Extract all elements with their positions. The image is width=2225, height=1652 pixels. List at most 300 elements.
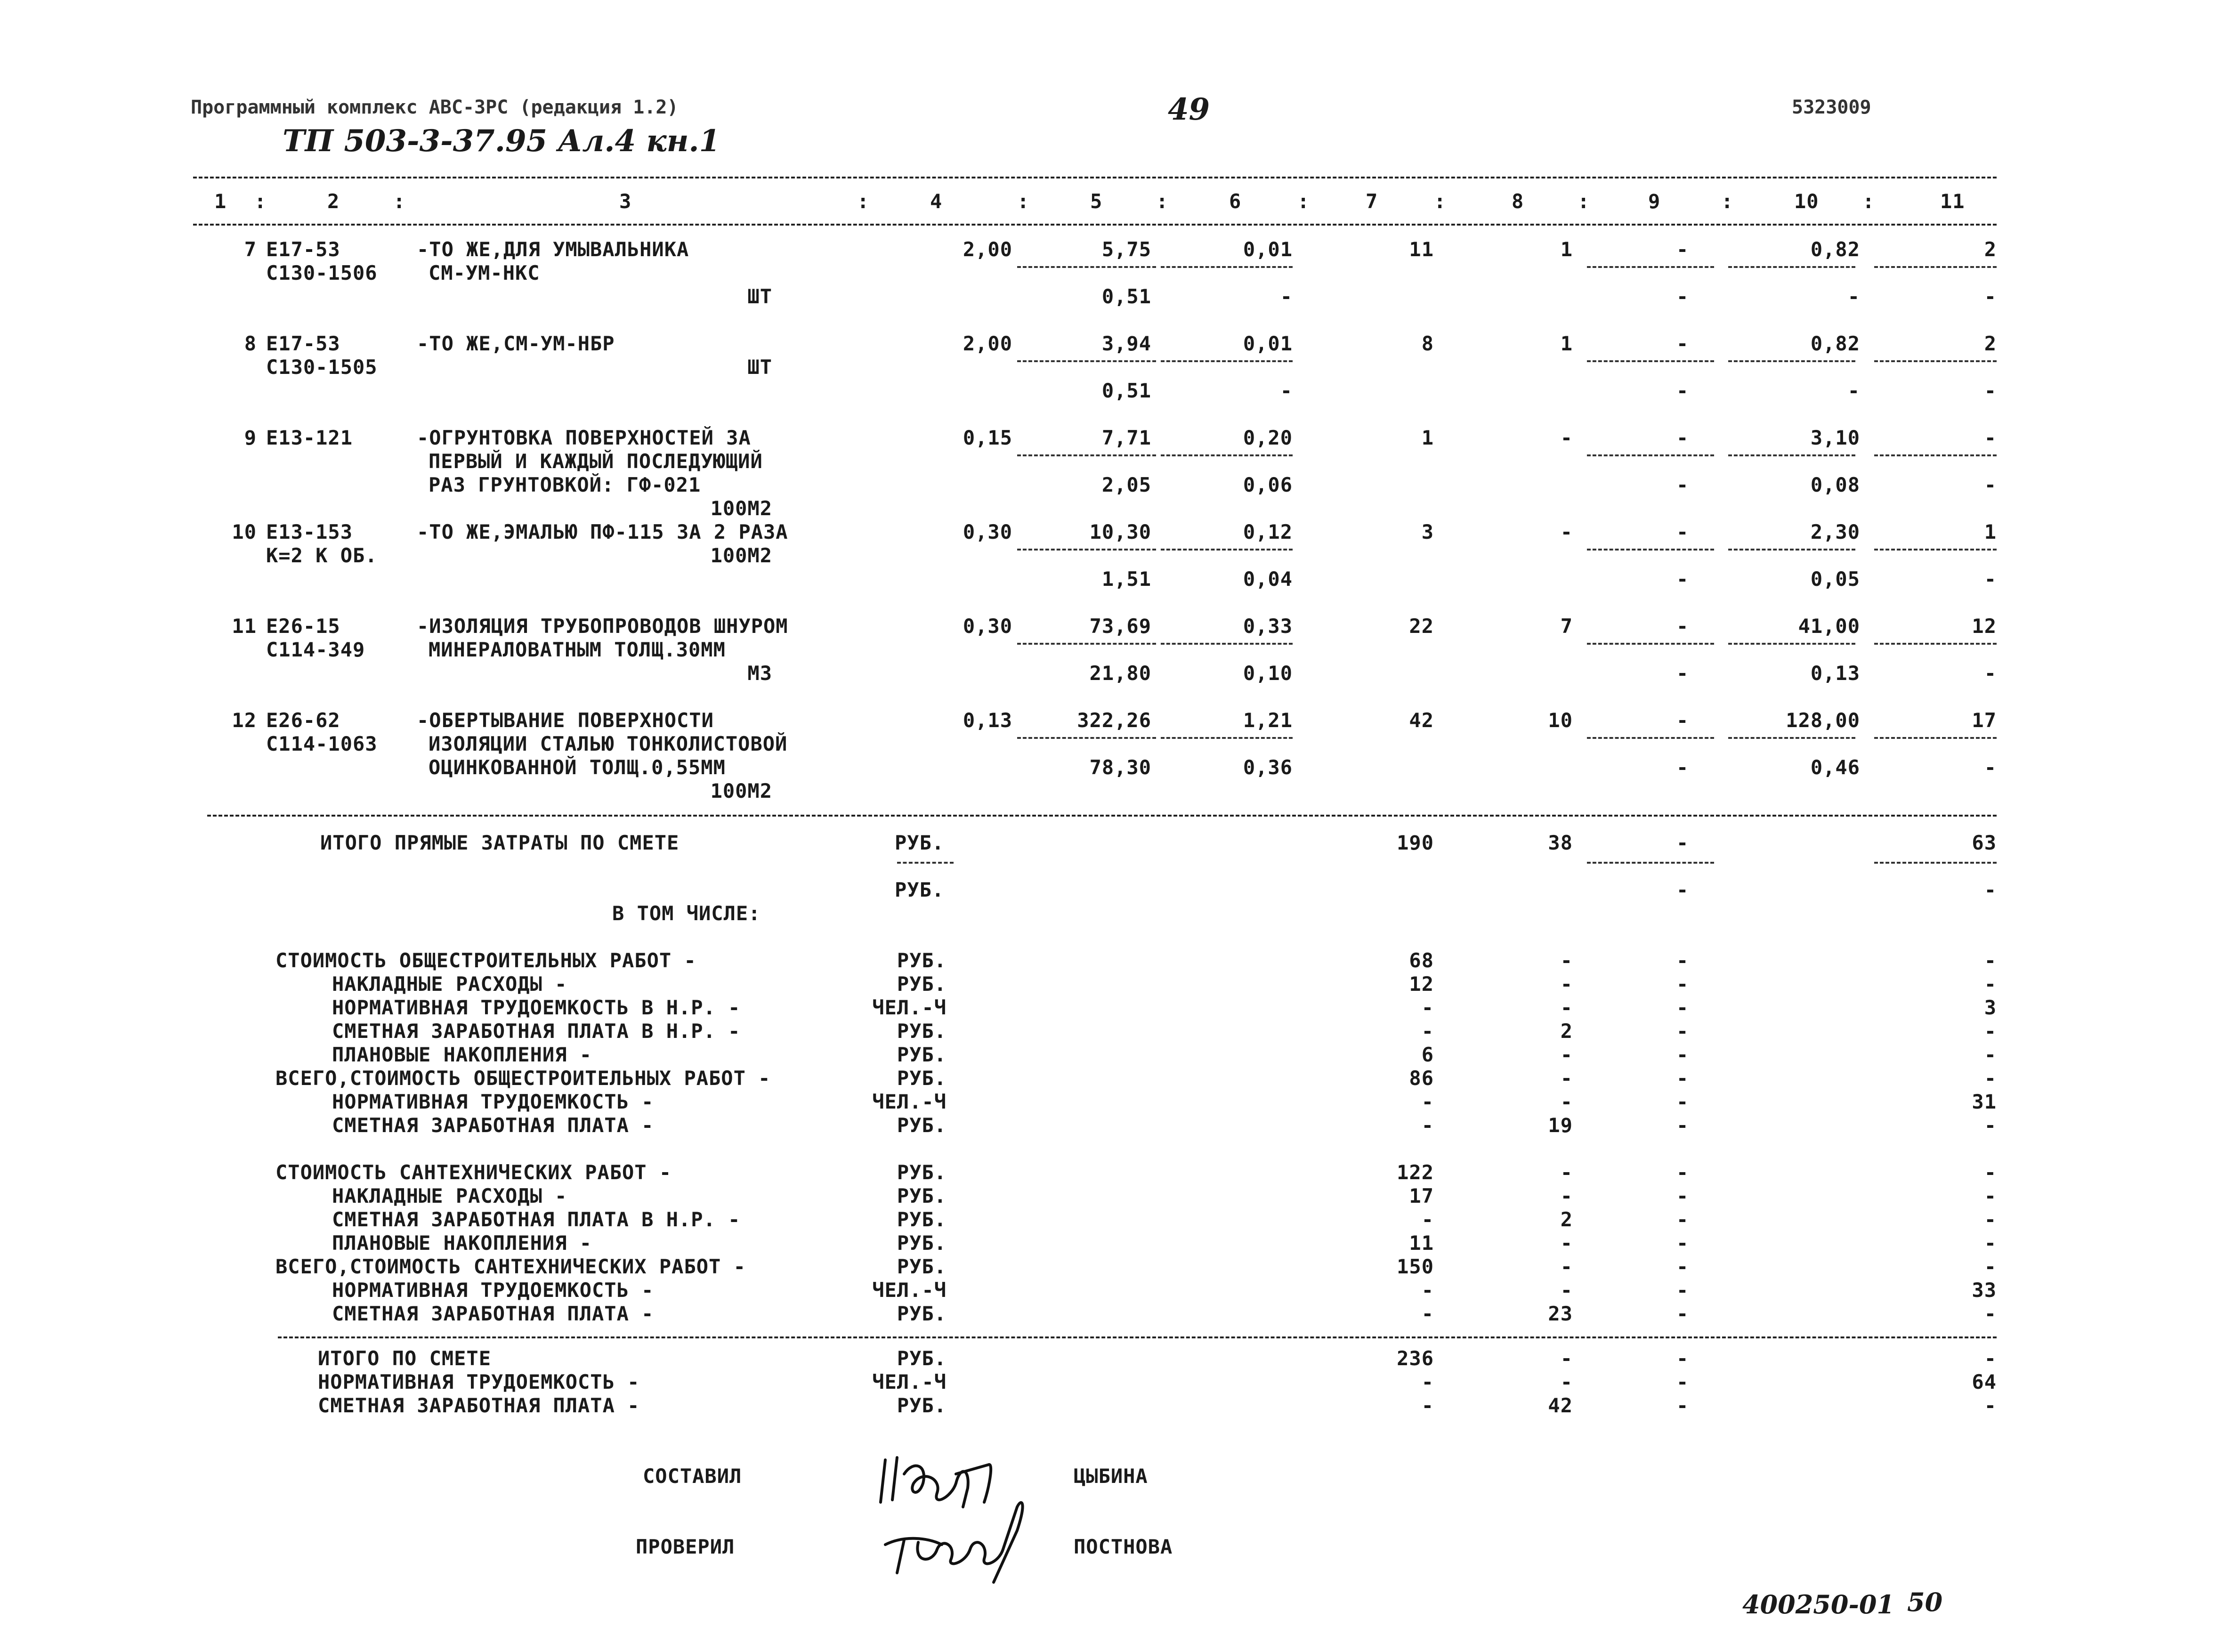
item-labor-total: 2,30 — [1810, 520, 1860, 543]
underline — [1728, 266, 1855, 268]
summary-col7: 150 — [1397, 1255, 1434, 1278]
summary-col7: 12 — [1409, 972, 1434, 996]
checked-name: ПОСТНОВА — [1074, 1535, 1173, 1558]
column-header-6: 6 — [1229, 190, 1242, 213]
summary-col11: - — [1984, 1208, 1997, 1231]
summary-col8: 23 — [1548, 1302, 1573, 1325]
item-quantity: 2,00 — [963, 238, 1012, 261]
item-col11: 2 — [1984, 238, 1997, 261]
summary-col9: - — [1676, 972, 1689, 996]
item-total-cost: 42 — [1409, 709, 1434, 732]
summary-col8: 2 — [1560, 1208, 1573, 1231]
item-unit: 100М2 — [710, 544, 772, 567]
item-unit-wage: 0,51 — [1101, 285, 1151, 308]
summary-unit: РУБ. — [897, 1255, 947, 1278]
summary-col9: - — [1676, 1090, 1689, 1113]
summary-col9: - — [1676, 1161, 1689, 1184]
underline — [1161, 454, 1293, 456]
item-description-line: -ОБЕРТЫВАНИЕ ПОВЕРХНОСТИ — [417, 709, 714, 732]
column-separator: : — [1434, 190, 1447, 213]
underline — [1587, 643, 1714, 645]
summary-col11: - — [1984, 1161, 1997, 1184]
total-col11: - — [1984, 1394, 1997, 1417]
underline — [1017, 454, 1156, 456]
underline — [1874, 549, 1997, 551]
item-labor-total: 3,10 — [1810, 426, 1860, 449]
summary-col8: 19 — [1548, 1114, 1573, 1137]
compiled-name: ЦЫБИНА — [1074, 1465, 1148, 1488]
total-col11: 64 — [1972, 1370, 1997, 1393]
item-labor: 0,33 — [1243, 615, 1293, 638]
item-description-line: -ИЗОЛЯЦИЯ ТРУБОПРОВОДОВ ШНУРОМ — [417, 615, 788, 638]
underline — [1017, 643, 1156, 645]
summary-col9: - — [1676, 1208, 1689, 1231]
item-unit: ШТ — [747, 356, 772, 379]
handwritten-reference: ТП 503-3-37.95 Ал.4 кн.1 — [283, 123, 720, 159]
underline — [1587, 360, 1714, 362]
item-col11: 17 — [1972, 709, 1997, 732]
total-unit: РУБ. — [897, 1394, 947, 1417]
item-total-cost: 3 — [1421, 520, 1434, 543]
column-separator: : — [1721, 190, 1734, 213]
total-col7: - — [1421, 1394, 1434, 1417]
item-col11: - — [1984, 426, 1997, 449]
item-number: 11 — [232, 615, 257, 638]
column-separator: : — [1862, 190, 1875, 213]
underline — [1587, 737, 1714, 739]
item-col11-sub: - — [1984, 473, 1997, 496]
summary-col9: - — [1676, 1255, 1689, 1278]
summary-col7: - — [1421, 1302, 1434, 1325]
underline — [1874, 737, 1997, 739]
summary-col11: 33 — [1972, 1279, 1997, 1302]
summary-unit: ЧЕЛ.-Ч — [872, 1090, 947, 1113]
summary-col7: 11 — [1409, 1231, 1434, 1255]
column-separator: : — [1578, 190, 1590, 213]
summary-col9: - — [1676, 1231, 1689, 1255]
column-separator: : — [1156, 190, 1169, 213]
item-labor-sub: 0,10 — [1243, 662, 1293, 685]
summary-col11: 31 — [1972, 1090, 1997, 1113]
program-title: Программный комплекс АВС-ЗРС (редакция 1.2) — [191, 97, 679, 118]
underline — [1587, 454, 1714, 456]
item-col9-sub: - — [1676, 567, 1689, 591]
item-labor-total: 0,82 — [1810, 238, 1860, 261]
summary-label: НАКЛАДНЫЕ РАСХОДЫ - — [332, 972, 567, 996]
column-header-7: 7 — [1366, 190, 1378, 213]
underline — [1728, 549, 1855, 551]
item-col11-sub: - — [1984, 285, 1997, 308]
summary-unit: РУБ. — [897, 972, 947, 996]
item-total-wage: - — [1560, 426, 1573, 449]
item-labor-total: 128,00 — [1786, 709, 1860, 732]
item-unit: М3 — [747, 662, 772, 685]
item-col11-sub: - — [1984, 756, 1997, 779]
summary-col9: - — [1676, 1184, 1689, 1207]
summary-label: ПЛАНОВЫЕ НАКОПЛЕНИЯ - — [332, 1231, 592, 1255]
item-code-secondary: К=2 К ОБ. — [266, 544, 378, 567]
summary-col9: - — [1676, 1279, 1689, 1302]
item-unit-cost: 322,26 — [1077, 709, 1151, 732]
summary-unit: РУБ. — [897, 1067, 947, 1090]
item-unit-wage: 2,05 — [1101, 473, 1151, 496]
summary-col11: - — [1984, 1020, 1997, 1043]
item-labor-total-sub: 0,13 — [1810, 662, 1860, 685]
column-header-9: 9 — [1648, 190, 1661, 213]
summary-col9: - — [1676, 949, 1689, 972]
summary-col7: - — [1421, 1208, 1434, 1231]
summary-label: СМЕТНАЯ ЗАРАБОТНАЯ ПЛАТА В Н.Р. - — [332, 1208, 741, 1231]
total-unit: РУБ. — [897, 1347, 947, 1370]
item-unit: ШТ — [747, 285, 772, 308]
summary-unit: РУБ. — [897, 1161, 947, 1184]
item-col9: - — [1676, 615, 1689, 638]
item-description-line: ИЗОЛЯЦИИ СТАЛЬЮ ТОНКОЛИСТОВОЙ — [429, 732, 788, 755]
checked-label: ПРОВЕРИЛ — [636, 1535, 735, 1558]
item-total-wage: 7 — [1560, 615, 1573, 638]
underline — [1874, 360, 1997, 362]
underline — [1728, 737, 1855, 739]
item-code: Е17-53 — [266, 238, 340, 261]
summary-unit: РУБ. — [897, 949, 947, 972]
item-labor: 0,01 — [1243, 238, 1293, 261]
item-total-wage: 1 — [1560, 332, 1573, 355]
item-labor-total-sub: 0,08 — [1810, 473, 1860, 496]
summary-col9: - — [1676, 1020, 1689, 1043]
item-code: Е17-53 — [266, 332, 340, 355]
item-unit-wage: 78,30 — [1089, 756, 1151, 779]
summary-col11: - — [1984, 1255, 1997, 1278]
underline — [897, 862, 954, 864]
summary-col7: - — [1421, 1279, 1434, 1302]
item-code: Е13-153 — [266, 520, 353, 543]
summary-col11: - — [1984, 1302, 1997, 1325]
item-col9-sub: - — [1676, 756, 1689, 779]
summary-label: СТОИМОСТЬ ОБЩЕСТРОИТЕЛЬНЫХ РАБОТ - — [275, 949, 696, 972]
summary-col8: - — [1560, 1184, 1573, 1207]
item-labor: 0,12 — [1243, 520, 1293, 543]
summary-col9: - — [1676, 1067, 1689, 1090]
item-total-cost: 8 — [1421, 332, 1434, 355]
underline — [1728, 643, 1855, 645]
checked-signature — [876, 1493, 1045, 1587]
summary-col9: - — [1676, 1043, 1689, 1066]
summary-col7: - — [1421, 1090, 1434, 1113]
item-unit-wage: 21,80 — [1089, 662, 1151, 685]
underline — [1017, 360, 1156, 362]
underline — [1161, 360, 1293, 362]
underline — [1587, 549, 1714, 551]
item-total-wage: 10 — [1548, 709, 1573, 732]
summary-label: ВСЕГО,СТОИМОСТЬ ОБЩЕСТРОИТЕЛЬНЫХ РАБОТ - — [275, 1067, 771, 1090]
direct-costs-col8: 38 — [1548, 831, 1573, 854]
item-labor-total: 0,82 — [1810, 332, 1860, 355]
summary-label: ПЛАНОВЫЕ НАКОПЛЕНИЯ - — [332, 1043, 592, 1066]
underline — [1017, 266, 1156, 268]
item-description-line: МИНЕРАЛОВАТНЫМ ТОЛЩ.30ММ — [429, 638, 726, 661]
item-labor: 1,21 — [1243, 709, 1293, 732]
item-code: Е26-15 — [266, 615, 340, 638]
item-quantity: 0,30 — [963, 520, 1012, 543]
total-unit: ЧЕЛ.-Ч — [872, 1370, 947, 1393]
total-col9: - — [1676, 1347, 1689, 1370]
item-total-cost: 22 — [1409, 615, 1434, 638]
direct-costs-col9: - — [1676, 831, 1689, 854]
column-separator: : — [1017, 190, 1030, 213]
summary-unit: РУБ. — [897, 1020, 947, 1043]
item-col11: 12 — [1972, 615, 1997, 638]
item-unit-cost: 10,30 — [1089, 520, 1151, 543]
column-separator: : — [1297, 190, 1310, 213]
total-col7: - — [1421, 1370, 1434, 1393]
item-code: Е13-121 — [266, 426, 353, 449]
summary-label: НОРМАТИВНАЯ ТРУДОЕМКОСТЬ В Н.Р. - — [332, 996, 741, 1019]
summary-col9: - — [1676, 1302, 1689, 1325]
item-description-line: СМ-УМ-НКС — [429, 261, 540, 284]
item-col11-sub: - — [1984, 379, 1997, 402]
summary-unit: РУБ. — [897, 1208, 947, 1231]
item-labor-sub: - — [1280, 285, 1293, 308]
item-code-secondary: С130-1506 — [266, 261, 378, 284]
item-description-line: -ТО ЖЕ,ДЛЯ УМЫВАЛЬНИКА — [417, 238, 689, 261]
underline — [1161, 737, 1293, 739]
item-unit-cost: 7,71 — [1101, 426, 1151, 449]
summary-col8: - — [1560, 1255, 1573, 1278]
summary-col11: - — [1984, 1114, 1997, 1137]
summary-col8: - — [1560, 1043, 1573, 1066]
total-col7: 236 — [1397, 1347, 1434, 1370]
summary-unit: ЧЕЛ.-Ч — [872, 996, 947, 1019]
item-quantity: 0,15 — [963, 426, 1012, 449]
item-quantity: 2,00 — [963, 332, 1012, 355]
item-col11: 1 — [1984, 520, 1997, 543]
item-col9: - — [1676, 709, 1689, 732]
footer-page: 50 — [1907, 1587, 1943, 1617]
underline — [1161, 549, 1293, 551]
item-total-cost: 1 — [1421, 426, 1434, 449]
summary-col7: - — [1421, 1020, 1434, 1043]
summary-label: СМЕТНАЯ ЗАРАБОТНАЯ ПЛАТА - — [332, 1114, 654, 1137]
column-header-3: 3 — [619, 190, 632, 213]
direct-costs-unit: РУБ. — [895, 831, 945, 854]
item-labor-sub: 0,06 — [1243, 473, 1293, 496]
underline — [1728, 360, 1855, 362]
item-labor: 0,20 — [1243, 426, 1293, 449]
total-col8: - — [1560, 1370, 1573, 1393]
item-labor-sub: - — [1280, 379, 1293, 402]
summary-col9: - — [1676, 1114, 1689, 1137]
item-description-line: -ТО ЖЕ,ЭМАЛЬЮ ПФ-115 ЗА 2 РАЗА — [417, 520, 788, 543]
column-header-2: 2 — [327, 190, 340, 213]
summary-unit: РУБ. — [897, 1184, 947, 1207]
summary-col9: - — [1676, 996, 1689, 1019]
summary-unit: РУБ. — [897, 1231, 947, 1255]
direct-costs-col11-sub: - — [1984, 878, 1997, 901]
summary-label: НАКЛАДНЫЕ РАСХОДЫ - — [332, 1184, 567, 1207]
summary-col11: - — [1984, 1184, 1997, 1207]
item-code-secondary: С130-1505 — [266, 356, 378, 379]
summary-col11: 3 — [1984, 996, 1997, 1019]
item-labor-total-sub: 0,05 — [1810, 567, 1860, 591]
summary-col7: 86 — [1409, 1067, 1434, 1090]
item-col9-sub: - — [1676, 379, 1689, 402]
item-code-secondary: С114-349 — [266, 638, 365, 661]
item-code: Е26-62 — [266, 709, 340, 732]
item-labor-sub: 0,04 — [1243, 567, 1293, 591]
summary-col8: - — [1560, 996, 1573, 1019]
item-quantity: 0,13 — [963, 709, 1012, 732]
total-label: ИТОГО ПО СМЕТЕ — [318, 1347, 492, 1370]
items-end-rule — [207, 815, 1997, 817]
summary-label: ВСЕГО,СТОИМОСТЬ САНТЕХНИЧЕСКИХ РАБОТ - — [275, 1255, 746, 1278]
item-col9: - — [1676, 332, 1689, 355]
item-col11-sub: - — [1984, 567, 1997, 591]
total-col11: - — [1984, 1347, 1997, 1370]
page-number: 49 — [1168, 92, 1210, 127]
summary-col8: - — [1560, 972, 1573, 996]
item-number: 8 — [244, 332, 257, 355]
table-top-rule — [193, 177, 1997, 178]
direct-costs-col7: 190 — [1397, 831, 1434, 854]
column-separator: : — [393, 190, 406, 213]
column-header-5: 5 — [1090, 190, 1103, 213]
summary-col11: - — [1984, 1067, 1997, 1090]
column-header-8: 8 — [1512, 190, 1524, 213]
item-total-wage: - — [1560, 520, 1573, 543]
summary-col7: 6 — [1421, 1043, 1434, 1066]
item-col11-sub: - — [1984, 662, 1997, 685]
summary-label: СМЕТНАЯ ЗАРАБОТНАЯ ПЛАТА - — [332, 1302, 654, 1325]
table-header-rule — [193, 224, 1997, 226]
summary-col11: - — [1984, 1043, 1997, 1066]
item-labor-total: 41,00 — [1798, 615, 1860, 638]
summary-label: НОРМАТИВНАЯ ТРУДОЕМКОСТЬ - — [332, 1279, 654, 1302]
item-labor-total-sub: - — [1847, 379, 1860, 402]
column-header-10: 10 — [1794, 190, 1819, 213]
item-description-line: -ОГРУНТОВКА ПОВЕРХНОСТЕЙ ЗА — [417, 426, 751, 449]
item-total-wage: 1 — [1560, 238, 1573, 261]
column-header-4: 4 — [930, 190, 943, 213]
direct-costs-label: ИТОГО ПРЯМЫЕ ЗАТРАТЫ ПО СМЕТЕ — [320, 831, 680, 854]
item-total-cost: 11 — [1409, 238, 1434, 261]
column-separator: : — [254, 190, 267, 213]
underline — [1587, 266, 1714, 268]
summary-col8: - — [1560, 1067, 1573, 1090]
item-number: 12 — [232, 709, 257, 732]
total-col9: - — [1676, 1394, 1689, 1417]
footer-stamp: 400250-01 — [1742, 1589, 1894, 1620]
summary-col7: 17 — [1409, 1184, 1434, 1207]
item-col9: - — [1676, 426, 1689, 449]
underline — [1874, 862, 1997, 864]
including-label: В ТОМ ЧИСЛЕ: — [612, 902, 761, 925]
item-col9: - — [1676, 520, 1689, 543]
summary-col8: 2 — [1560, 1020, 1573, 1043]
underline — [1161, 643, 1293, 645]
summary-col8: - — [1560, 1161, 1573, 1184]
summary-unit: РУБ. — [897, 1114, 947, 1137]
item-description-line: ОЦИНКОВАННОЙ ТОЛЩ.0,55ММ — [429, 756, 726, 779]
item-col11: 2 — [1984, 332, 1997, 355]
summary-unit: РУБ. — [897, 1043, 947, 1066]
column-separator: : — [857, 190, 870, 213]
item-unit-cost: 3,94 — [1101, 332, 1151, 355]
underline — [1017, 549, 1156, 551]
summary-unit: ЧЕЛ.-Ч — [872, 1279, 947, 1302]
summary-col11: - — [1984, 1231, 1997, 1255]
item-col9-sub: - — [1676, 473, 1689, 496]
direct-costs-col11: 63 — [1972, 831, 1997, 854]
total-col8: - — [1560, 1347, 1573, 1370]
total-col9: - — [1676, 1370, 1689, 1393]
item-unit-wage: 0,51 — [1101, 379, 1151, 402]
summary-col7: - — [1421, 996, 1434, 1019]
item-code-secondary: С114-1063 — [266, 732, 378, 755]
item-description-line: -ТО ЖЕ,СМ-УМ-НБР — [417, 332, 615, 355]
item-description-line: РАЗ ГРУНТОВКОЙ: ГФ-021 — [429, 473, 701, 496]
column-header-1: 1 — [214, 190, 227, 213]
item-quantity: 0,30 — [963, 615, 1012, 638]
summary-col11: - — [1984, 972, 1997, 996]
item-labor: 0,01 — [1243, 332, 1293, 355]
item-unit-cost: 73,69 — [1089, 615, 1151, 638]
item-unit: 100М2 — [710, 779, 772, 802]
underline — [1874, 454, 1997, 456]
total-rule — [278, 1336, 1997, 1338]
summary-col7: 122 — [1397, 1161, 1434, 1184]
summary-col8: - — [1560, 1231, 1573, 1255]
underline — [1161, 266, 1293, 268]
item-col9-sub: - — [1676, 285, 1689, 308]
direct-costs-col9-sub: - — [1676, 878, 1689, 901]
summary-col11: - — [1984, 949, 1997, 972]
direct-costs-unit-2: РУБ. — [895, 878, 945, 901]
document-code: 5323009 — [1792, 97, 1871, 118]
compiled-label: СОСТАВИЛ — [643, 1465, 742, 1488]
underline — [1017, 737, 1156, 739]
item-unit-wage: 1,51 — [1101, 567, 1151, 591]
item-number: 7 — [244, 238, 257, 261]
summary-col8: - — [1560, 1279, 1573, 1302]
total-label: НОРМАТИВНАЯ ТРУДОЕМКОСТЬ - — [318, 1370, 640, 1393]
item-unit: 100М2 — [710, 497, 772, 520]
summary-label: СТОИМОСТЬ САНТЕХНИЧЕСКИХ РАБОТ - — [275, 1161, 672, 1184]
underline — [1587, 862, 1714, 864]
summary-col7: - — [1421, 1114, 1434, 1137]
item-number: 9 — [244, 426, 257, 449]
column-header-11: 11 — [1940, 190, 1965, 213]
item-labor-total-sub: 0,46 — [1810, 756, 1860, 779]
total-label: СМЕТНАЯ ЗАРАБОТНАЯ ПЛАТА - — [318, 1394, 640, 1417]
summary-col8: - — [1560, 1090, 1573, 1113]
item-col9: - — [1676, 238, 1689, 261]
item-unit-cost: 5,75 — [1101, 238, 1151, 261]
item-col9-sub: - — [1676, 662, 1689, 685]
summary-label: НОРМАТИВНАЯ ТРУДОЕМКОСТЬ - — [332, 1090, 654, 1113]
underline — [1874, 266, 1997, 268]
item-description-line: ПЕРВЫЙ И КАЖДЫЙ ПОСЛЕДУЮЩИЙ — [429, 450, 763, 473]
underline — [1728, 454, 1855, 456]
item-number: 10 — [232, 520, 257, 543]
summary-col8: - — [1560, 949, 1573, 972]
item-labor-total-sub: - — [1847, 285, 1860, 308]
summary-unit: РУБ. — [897, 1302, 947, 1325]
summary-label: СМЕТНАЯ ЗАРАБОТНАЯ ПЛАТА В Н.Р. - — [332, 1020, 741, 1043]
total-col8: 42 — [1548, 1394, 1573, 1417]
underline — [1874, 643, 1997, 645]
item-labor-sub: 0,36 — [1243, 756, 1293, 779]
summary-col7: 68 — [1409, 949, 1434, 972]
